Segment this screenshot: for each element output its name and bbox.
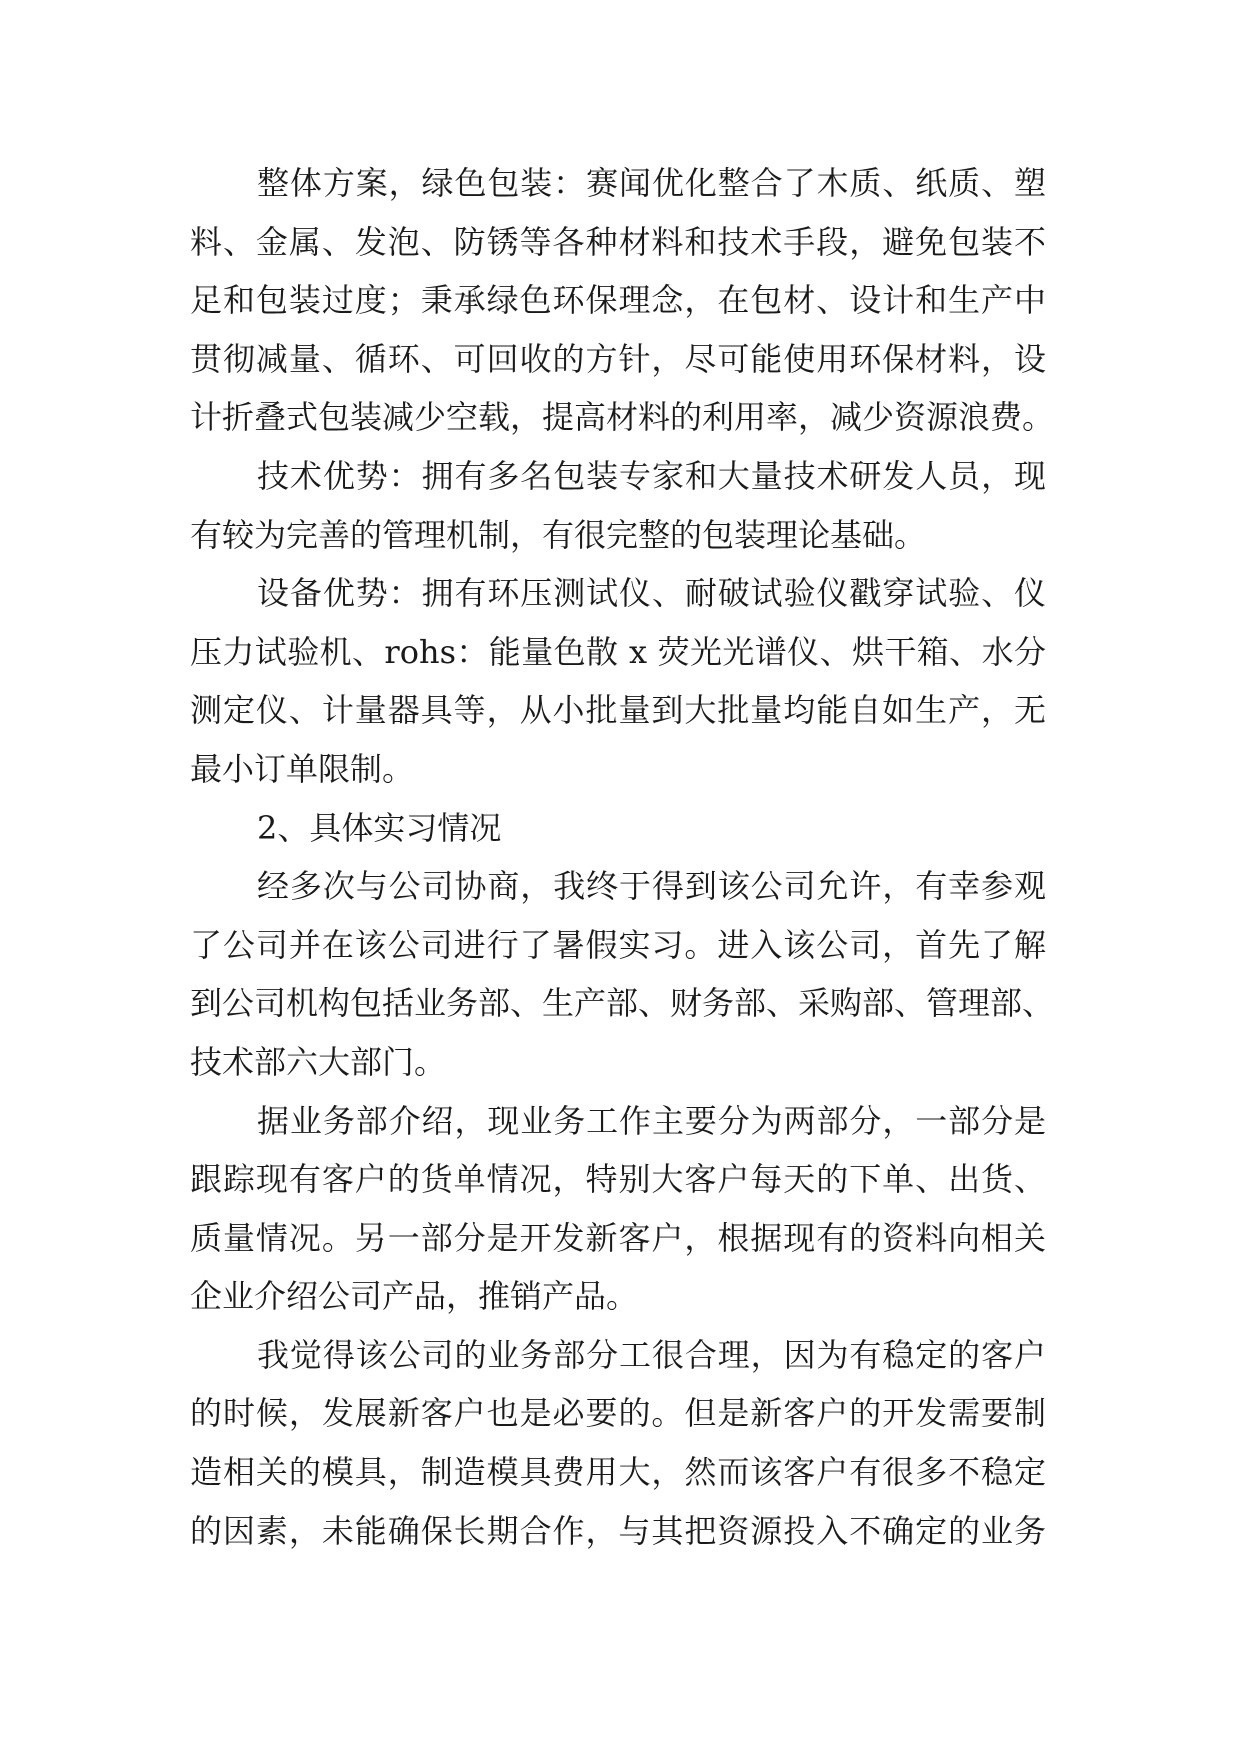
- text-line: 据业务部介绍，现业务工作主要分为两部分，一部分是: [257, 1101, 1046, 1140]
- text-line: 的因素，未能确保长期合作，与其把资源投入不确定的业务: [190, 1511, 1046, 1550]
- text-line: 经多次与公司协商，我终于得到该公司允许，有幸参观: [257, 867, 1046, 906]
- text-line: 足和包装过度；秉承绿色环保理念，在包材、设计和生产中: [190, 281, 1046, 320]
- paragraph-internship-intro: [190, 857, 1055, 1091]
- document-body: [190, 154, 1055, 1560]
- text-line: 计折叠式包装减少空载，提高材料的利用率，减少资源浪费。: [190, 398, 1055, 437]
- text-line: 的时候，发展新客户也是必要的。但是新客户的开发需要制: [190, 1394, 1046, 1433]
- text-line: 跟踪现有客户的货单情况，特别大客户每天的下单、出货、: [190, 1160, 1046, 1199]
- text-line: 整体方案，绿色包装：赛闻优化整合了木质、纸质、塑: [257, 164, 1046, 202]
- text-line: 到公司机构包括业务部、生产部、财务部、采购部、管理部、: [190, 984, 1055, 1023]
- text-line: 最小订单限制。: [190, 749, 415, 788]
- text-line: 压力试验机、rohs：能量色散 x 荧光光谱仪、烘干箱、水分: [190, 632, 1046, 671]
- text-line: 设备优势：拥有环压测试仪、耐破试验仪戳穿试验、仪: [257, 574, 1046, 613]
- text-line: 技术优势：拥有多名包装专家和大量技术研发人员，现: [257, 456, 1046, 495]
- text-line: 我觉得该公司的业务部分工很合理，因为有稳定的客户: [257, 1335, 1046, 1374]
- text-line: 测定仪、计量器具等，从小批量到大批量均能自如生产，无: [190, 691, 1046, 730]
- text-line: 有较为完善的管理机制，有很完整的包装理论基础。: [190, 515, 927, 554]
- paragraph-packaging-plan: [190, 154, 1055, 447]
- text-line: 料、金属、发泡、防锈等各种材料和技术手段，避免包装不: [190, 222, 1046, 261]
- paragraph-technical-advantage: [190, 447, 1046, 564]
- text-line: 造相关的模具，制造模具费用大，然而该客户有很多不稳定: [190, 1453, 1046, 1492]
- text-line: 贯彻减量、循环、可回收的方针，尽可能使用环保材料，设: [190, 339, 1046, 378]
- paragraph-personal-opinion: [190, 1326, 1046, 1560]
- paragraph-equipment-advantage: [190, 564, 1046, 798]
- text-line: 企业介绍公司产品，推销产品。: [190, 1277, 639, 1316]
- text-line: 技术部六大部门。: [190, 1042, 447, 1081]
- text-line: 质量情况。另一部分是开发新客户，根据现有的资料向相关: [190, 1218, 1046, 1257]
- paragraph-business-department: [190, 1092, 1046, 1326]
- heading-text: 2、具体实习情况: [257, 808, 502, 847]
- text-line: 了公司并在该公司进行了暑假实习。进入该公司，首先了解: [190, 925, 1046, 964]
- section-heading: [190, 799, 1046, 858]
